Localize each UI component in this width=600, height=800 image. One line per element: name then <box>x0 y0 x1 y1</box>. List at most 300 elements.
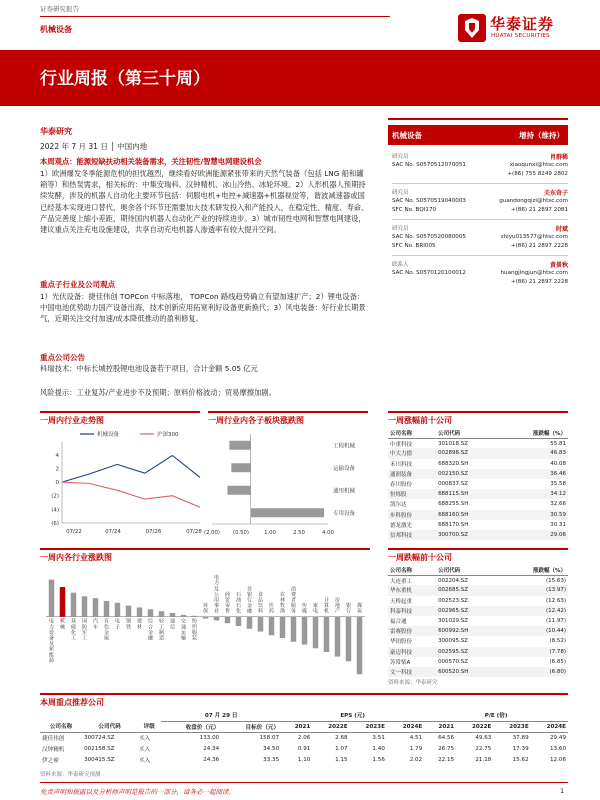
table-cell: 中重科技 <box>390 441 413 448</box>
table-cell: 买入 <box>139 735 151 742</box>
table-cell: 1.15 <box>335 756 348 763</box>
table-cell: 300415.SZ <box>84 756 115 763</box>
bar <box>137 607 143 616</box>
bottom-source: 资料来源：华泰研究预测 <box>40 772 101 778</box>
table-header-row <box>388 428 568 438</box>
category-label: 石油石化 <box>235 591 242 615</box>
analyst-block-2 <box>392 188 568 228</box>
table-cell: 26.75 <box>438 745 455 752</box>
category-label: 有色金属 <box>103 618 110 642</box>
category-label: 农林牧渔 <box>279 591 286 615</box>
table-cell: 2.06 <box>297 734 311 741</box>
table-cell: 17.39 <box>512 745 529 752</box>
table-header-row <box>40 721 568 732</box>
table-cell: 买入 <box>139 757 151 764</box>
category-label: 商贸零售 <box>224 591 231 615</box>
table-cell: (6.80) <box>500 667 568 677</box>
table-cell: 凯尔达 <box>390 502 407 509</box>
table-cell: 0.91 <box>297 745 311 752</box>
category-label: 轻工制造 <box>158 618 165 642</box>
table-cell: 买入 <box>139 746 151 753</box>
focus-heading: 重点子行业及公司观点 <box>40 280 115 289</box>
table-cell: 汉钟精机 <box>42 746 65 753</box>
analyst-phone: +(86) 21 2897 2228 <box>510 279 568 285</box>
col-header: 涨跌幅（%） <box>500 428 568 438</box>
table-cell: 22.15 <box>438 756 455 763</box>
bar <box>49 580 55 617</box>
summary-heading: 本周观点：能源短缺扶动相关装备需求，关注韧性/智慧电网建设机会 <box>40 157 262 166</box>
category-label: 煤炭 <box>356 603 363 615</box>
y-tick-label: (4) <box>51 507 59 514</box>
table-cell: 通润装备 <box>388 469 436 479</box>
chart3-title: 一周内各行业涨跌图 <box>40 553 112 562</box>
table-cell: 恒烁股 <box>388 489 436 499</box>
analyst-email[interactable]: guandongqizi@htsc.com <box>499 198 568 204</box>
bar <box>148 609 154 616</box>
table-cell: (7.78) <box>500 647 568 657</box>
col-header: 目标价（元） <box>245 724 280 731</box>
legend-label: 沪深300 <box>157 432 179 438</box>
analyst-email[interactable]: shiyu013577@htsc.com <box>500 234 568 240</box>
logo-text-en: HUATAI SECURITIES <box>491 33 550 39</box>
table-cell: 1.56 <box>372 756 385 763</box>
x-tick-label: 07/22 <box>66 529 82 535</box>
col-header: 收盘价（元） <box>185 724 220 731</box>
page-number: 1 <box>560 787 565 795</box>
category-label: 机械设备 <box>40 25 72 34</box>
col-header: 2022E <box>471 723 492 730</box>
table-cell: 000837.SZ <box>438 481 469 488</box>
col-header: 2024E <box>402 723 423 730</box>
table-row <box>388 479 568 489</box>
table-cell: 捷佳伟创 <box>42 735 65 742</box>
analyst-phone: +(86) 21 2897 2228 <box>510 243 568 249</box>
table-row <box>388 667 568 677</box>
category-label: 纺织服装 <box>191 618 198 642</box>
losers-source: 资料来源：华泰研究 <box>388 680 438 686</box>
bar <box>313 617 319 649</box>
category-label: 银行 <box>345 603 352 615</box>
sidebar-industry: 机械设备 <box>392 131 422 140</box>
analyst-name: 黄景秋 <box>549 262 568 269</box>
x-tick-label: 07/28 <box>186 529 202 535</box>
news-heading: 重点公司公告 <box>40 353 85 362</box>
bar <box>229 441 250 450</box>
bar <box>71 593 77 617</box>
table-cell: 德龙激光 <box>390 522 413 529</box>
bar <box>302 617 308 645</box>
chart-legend <box>80 430 179 438</box>
table-cell: 30.59 <box>500 510 568 520</box>
series-line-machinery <box>62 456 200 483</box>
group-header-price: 07 月 29 日 <box>161 710 281 721</box>
table-cell: 32.66 <box>550 501 566 508</box>
category-label: 运输设备 <box>333 466 356 472</box>
table-cell: 29.49 <box>549 734 566 741</box>
table-cell: 002685.SZ <box>436 585 500 595</box>
category-label: 计算机 <box>323 597 330 615</box>
table-cell: 002204.SZ <box>438 577 469 584</box>
report-title: 行业周报（第三十周） <box>40 69 210 89</box>
y-tick-label: 0 <box>55 480 59 487</box>
analyst-divider <box>392 219 568 220</box>
analyst-email[interactable]: xiaoqunxi@htsc.com <box>509 162 568 168</box>
category-label: 通信 <box>169 618 176 631</box>
category-label: 消费者服务 <box>290 586 297 615</box>
table-cell: 1.10 <box>297 756 311 763</box>
bottom-table-title: 本周重点推荐公司 <box>40 698 104 707</box>
table-cell: 22.75 <box>475 745 492 752</box>
table-row <box>388 616 568 626</box>
table-cell: 大连重工 <box>390 578 413 585</box>
table-cell: (12.63) <box>545 597 566 604</box>
analyst-role: 研究员 <box>392 190 409 196</box>
bar <box>291 617 297 642</box>
bar <box>203 617 209 619</box>
table-cell: 24.34 <box>203 745 220 752</box>
table-cell: 36.46 <box>500 469 568 479</box>
table-cell: 13.60 <box>549 745 566 752</box>
bar <box>104 601 110 617</box>
table-cell: (12.42) <box>500 606 568 616</box>
x-tick-label: 07/24 <box>105 529 121 535</box>
focus-body: 1）光伏设备：捷佳伟创 TOPCon 中标落地， TOPCon 路线趋势确立有望加速扩产；2）锂电设备：中国电池优势助力国产设备出海，技术创新应用拓宽利好设备更新换代；3）风电装备：好行业长期景气，近期关注交付加速/成本降低推动的盈利修复。 <box>40 292 366 324</box>
col-header: 公司代码 <box>436 565 500 575</box>
bar <box>227 486 250 495</box>
category-label: 电力设备及新能源 <box>48 618 55 664</box>
bar <box>93 598 99 617</box>
table-cell: 002523.SZ <box>438 597 469 604</box>
table-cell: (13.97) <box>500 585 568 595</box>
bar <box>225 617 231 623</box>
col-header: 公司名称 <box>388 565 436 575</box>
table-row <box>388 448 568 458</box>
losers-title-rule <box>388 548 568 550</box>
table-cell: 46.83 <box>500 448 568 458</box>
x-tick-label: 2.50 <box>293 530 305 536</box>
y-tick-label: (6) <box>51 521 59 527</box>
bar <box>159 611 165 617</box>
x-tick-label: (2.00) <box>204 530 220 536</box>
table-cell: 301018.SZ <box>438 440 469 447</box>
table-cell: 688255.SH <box>438 501 469 508</box>
sidebar-rule-top <box>388 118 568 120</box>
table-cell: 豪迈科技 <box>388 647 436 657</box>
category-label: 专用设备 <box>333 511 356 517</box>
table-cell: 24.36 <box>203 756 220 763</box>
analyst-block-4 <box>392 260 568 292</box>
bar <box>251 508 324 517</box>
col-header: 2022E <box>328 723 348 730</box>
category-label: 综合金融 <box>147 618 154 642</box>
category-label: 通用机械 <box>333 488 356 495</box>
summary-body: 1）欧洲爆发冬季能源危机的担忧越烈，继续看好欧洲能源紧张带来的天然气装备（包括 LNG 船和罐箱等）和热泵需求，相关标的：中集安瑞科、汉钟精机、冰山冷热、冰轮环境。2）人形机器人预期持续发酵，涉及的机器人自动化主要环节包括：伺服电机+电控+减速器+机器视觉等，谐波减速器或国已经基本实现进口替代，奥余各个环节还需要加大技术研发投入和产能投入，在稳定性、精度、寿命、产品完善度上缩小差距，期待国内机器人自动化产业的持续进步。3）城市韧性电网和智慧电网建设，建议重点关注充电设施建设，共享自动充电机器人渗透率有较大提升空间。 <box>40 169 369 235</box>
category-label: 房地产 <box>334 597 341 615</box>
table-cell: 688170.SH <box>438 521 469 528</box>
col-header: 涨跌幅（%） <box>500 565 568 575</box>
losers-table <box>388 565 568 677</box>
table-row <box>388 647 568 657</box>
bar <box>126 606 132 617</box>
analyst-name: 肖群稀 <box>549 154 568 161</box>
footer-disclaimer: 免责声明和披露以及分析师声明是报告的一部分，请务必一起阅读。 <box>40 788 235 796</box>
table-cell: (15.63) <box>545 577 566 584</box>
chart1-title-rule <box>40 411 200 413</box>
bar <box>346 617 352 662</box>
category-label: 非银行金融 <box>246 586 253 615</box>
bar <box>236 617 242 626</box>
group-header-eps: EPS (元) <box>281 710 424 721</box>
x-tick-label: 1.00 <box>264 530 276 536</box>
col-header: 公司代码 <box>436 428 500 438</box>
category-label: 汽车 <box>92 618 99 631</box>
table-cell: 34.12 <box>500 489 568 499</box>
table-cell: 禾川科技 <box>390 461 413 468</box>
recommend-table <box>40 710 568 765</box>
gainers-title: 一周涨幅前十公司 <box>388 416 452 425</box>
date-line: 2022 年 7 月 31 日 │ 中国内地 <box>40 142 148 151</box>
x-tick-label: 07/26 <box>145 529 162 535</box>
analyst-block-1 <box>392 152 568 192</box>
col-header: 2021 <box>294 723 311 730</box>
col-header: 公司代码 <box>98 724 121 731</box>
table-cell: 华东重机 <box>388 585 436 595</box>
bar <box>170 613 176 617</box>
table-row <box>388 469 568 479</box>
category-label: 建材 <box>136 618 143 631</box>
bar <box>115 603 121 617</box>
table-cell: 37.89 <box>512 734 529 741</box>
table-cell: 1.79 <box>409 745 423 752</box>
table-cell: (11.97) <box>545 618 566 625</box>
analyst-block-3 <box>392 224 568 264</box>
table-cell: 002595.SZ <box>436 647 500 657</box>
bar <box>214 617 220 621</box>
table-cell: 步科股份 <box>388 510 436 520</box>
category-label: 工程机械 <box>333 443 356 450</box>
chart1-title: 一周内行业走势图 <box>40 416 104 425</box>
table-cell: (8.52) <box>549 638 566 645</box>
logo-text-cn: 华泰证券 <box>490 15 555 33</box>
table-cell: 华铂股份 <box>390 639 413 646</box>
category-label: 电力及公用事业 <box>213 575 220 615</box>
table-cell: 文一科技 <box>388 667 436 677</box>
analyst-role: 研究员 <box>392 154 409 160</box>
table-row <box>388 585 568 595</box>
col-header: 评级 <box>143 724 155 731</box>
news-body: 科瑞技术：中标长城控股锂电池设备若干项目，合计金额 5.05 亿元 <box>40 364 258 373</box>
bar <box>357 617 363 674</box>
gainers-title-rule <box>388 411 568 413</box>
analyst-sac: SAC No. S0570120100012 <box>392 270 466 276</box>
table-cell: 30.31 <box>550 521 566 528</box>
y-tick-label: 2 <box>55 466 59 473</box>
bar <box>269 617 275 636</box>
category-label: 基础化工 <box>70 618 77 642</box>
col-header: 公司名称 <box>388 428 436 438</box>
table-row <box>40 743 568 754</box>
analyst-sac: SAC No. S0570512070051 <box>392 162 466 168</box>
table-cell: (6.85) <box>549 658 566 665</box>
table-cell: 133.00 <box>199 734 220 741</box>
table-row <box>388 596 568 606</box>
table-cell: 55.81 <box>550 440 566 447</box>
table-cell: 34.50 <box>263 745 280 752</box>
bar <box>247 617 253 629</box>
category-label: 钢铁 <box>125 618 132 631</box>
table-cell: 33.35 <box>263 756 280 763</box>
report-type-label: 证券研究报告 <box>40 5 79 13</box>
table-cell: (10.44) <box>500 626 568 636</box>
table-cell: 2.02 <box>409 756 423 763</box>
table-row <box>388 489 568 499</box>
table-cell: 158.07 <box>259 734 280 741</box>
category-label: 食品饮料 <box>257 591 264 615</box>
table-cell: 福合通 <box>390 619 407 626</box>
table-cell: 春川股份 <box>390 482 413 489</box>
industry-bar-chart <box>40 565 370 681</box>
col-header: 2023E <box>365 723 385 730</box>
bar <box>192 616 198 617</box>
table-cell: 300724.SZ <box>84 734 115 741</box>
bar <box>231 463 250 472</box>
table-cell: 4.51 <box>409 734 423 741</box>
table-row <box>388 520 568 530</box>
bar <box>324 617 330 652</box>
analyst-sfc: SFC No. BQI170 <box>392 207 437 213</box>
table-cell: 科泰科技 <box>388 606 436 616</box>
chart2-title: 一周行业内各子板块涨跌图 <box>208 416 304 425</box>
category-label: 交通运输 <box>180 618 187 642</box>
table-cell: 天桥起重 <box>390 598 413 605</box>
table-cell: 600992.SH <box>436 626 500 636</box>
table-cell: 伊之密 <box>42 757 59 764</box>
x-tick-label: (0.50) <box>233 530 249 536</box>
y-tick-label: (2) <box>51 493 59 500</box>
x-tick-label: 4.00 <box>322 530 334 536</box>
table-row <box>388 575 568 585</box>
table-row <box>388 530 568 540</box>
analyst-sac: SAC No. S0570520080005 <box>392 234 466 240</box>
table-cell: 688115.SH <box>436 489 500 499</box>
bar <box>181 615 187 617</box>
table-row <box>388 510 568 520</box>
sidebar-rating: 增持（维持） <box>519 131 564 140</box>
legend-label: 机械设备 <box>97 432 120 438</box>
table-cell: 1.40 <box>372 745 385 752</box>
table-header-row <box>388 565 568 575</box>
gainers-table <box>388 428 568 540</box>
table-cell: 40.08 <box>550 460 566 467</box>
col-header: 2021 <box>438 723 455 730</box>
table-cell: 2.68 <box>335 734 348 741</box>
category-label: 电子 <box>114 618 121 631</box>
table-cell: 300095.SZ <box>438 638 469 645</box>
table-row <box>388 657 568 667</box>
table-row <box>388 636 568 646</box>
table-cell: 信邦科技 <box>388 530 436 540</box>
line-chart <box>40 428 205 546</box>
table-cell: 49.63 <box>475 734 492 741</box>
table-cell: 苏常柴A <box>390 659 411 666</box>
logo <box>458 12 578 48</box>
col-header: 2024E <box>546 723 566 730</box>
analyst-role: 联系人 <box>392 262 409 268</box>
institute: 华泰研究 <box>40 127 72 136</box>
analyst-divider <box>392 183 568 184</box>
table-cell: 301029.SZ <box>438 618 469 625</box>
group-header-pe: P/E (倍) <box>424 710 568 721</box>
analyst-phone: +(86) 21 2897 2081 <box>510 207 568 213</box>
risk-body: 风险提示：工业复苏/产业进步不及预期；原料价格波动；贸易摩擦加剧。 <box>40 388 276 397</box>
table-cell: 002896.SZ <box>436 448 500 458</box>
table-cell: 300700.SZ <box>436 530 500 540</box>
analyst-email[interactable]: huangjingjun@htsc.com <box>500 270 568 276</box>
table-cell: 000570.SZ <box>438 658 469 665</box>
table-cell: 002965.SZ <box>436 606 500 616</box>
col-header: 公司名称 <box>49 724 73 731</box>
table-cell: 3.51 <box>372 734 385 741</box>
table-row <box>388 626 568 636</box>
y-tick-label: 4 <box>55 452 59 459</box>
table-cell: 中大力德 <box>388 448 436 458</box>
footer-rule <box>40 782 568 783</box>
bar <box>60 587 66 617</box>
category-label: 传媒 <box>301 603 308 615</box>
bar <box>280 617 286 638</box>
table-cell: 15.62 <box>512 756 529 763</box>
analyst-sfc: SFC No. BRI005 <box>392 243 436 249</box>
header-rule <box>40 16 390 17</box>
subsector-bar-chart <box>204 428 376 546</box>
table-cell: 1.07 <box>335 745 348 752</box>
series-line-csi300 <box>62 482 200 507</box>
category-label: 国防军工 <box>81 618 88 642</box>
table-cell: 21.18 <box>475 756 492 763</box>
chart2-title-rule <box>208 411 368 413</box>
table-cell: 12.06 <box>549 756 566 763</box>
table-row <box>388 438 568 448</box>
category-label: 医药 <box>268 603 275 615</box>
table-cell: 002158.SZ <box>84 745 115 752</box>
chart3-title-rule <box>40 548 370 550</box>
losers-title: 一周跌幅前十公司 <box>388 553 452 562</box>
bottom-title-rule <box>40 693 568 695</box>
analyst-role: 研究员 <box>392 226 409 232</box>
col-header: 2023E <box>509 723 529 730</box>
table-cell: 64.56 <box>438 734 455 741</box>
analyst-phone: +(86) 755 8249 2802 <box>507 171 568 177</box>
table-cell: 35.58 <box>550 481 566 488</box>
analyst-sac: SAC No. S0570519040003 <box>392 198 466 204</box>
analyst-divider <box>392 255 568 256</box>
category-label: 环保 <box>202 603 209 615</box>
table-cell: 688160.SH <box>436 510 500 520</box>
table-cell: 688320.SH <box>438 460 469 467</box>
table-row <box>40 732 568 743</box>
bar <box>82 596 88 616</box>
analyst-name: 关东奇子 <box>543 190 568 197</box>
analyst-name: 时斌 <box>555 226 568 233</box>
table-row <box>40 754 568 765</box>
table-row <box>388 606 568 616</box>
logo-mark-icon <box>458 14 486 42</box>
table-cell: 002150.SZ <box>436 469 500 479</box>
table-cell: 29.06 <box>500 530 568 540</box>
bar <box>258 617 264 632</box>
table-row <box>388 499 568 509</box>
bar <box>335 617 341 657</box>
